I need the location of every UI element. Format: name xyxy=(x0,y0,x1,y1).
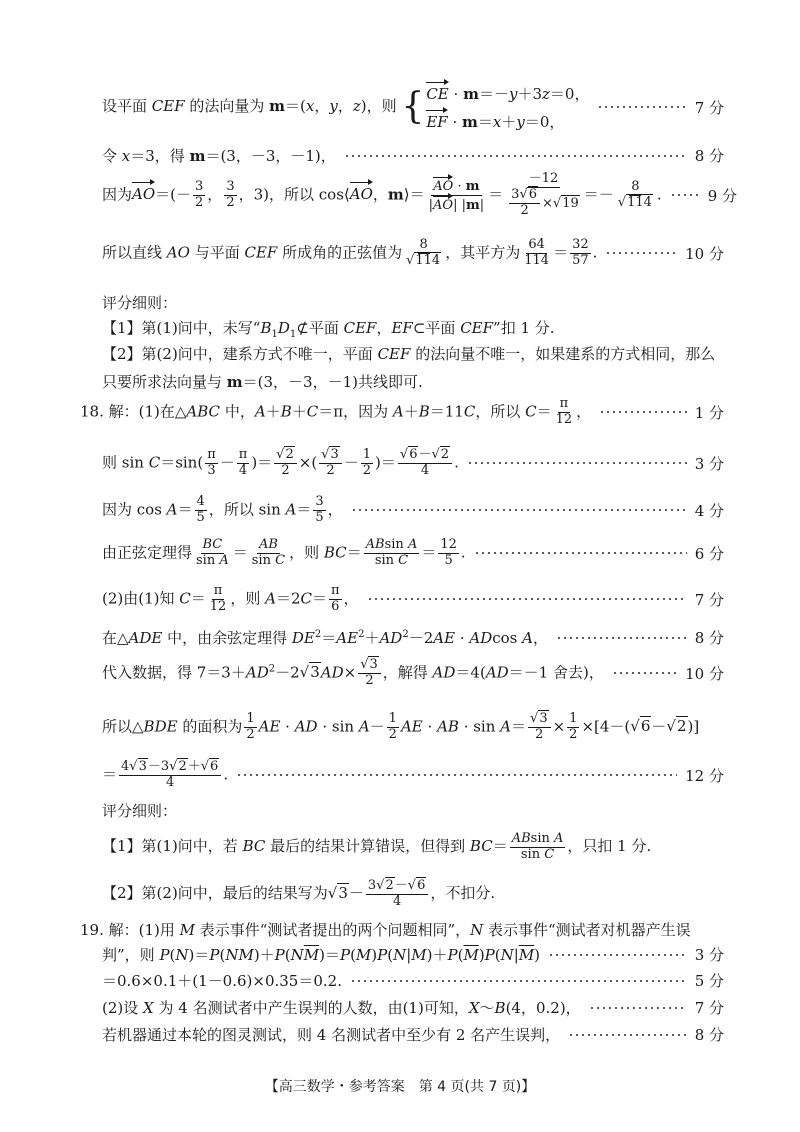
leader-dots xyxy=(597,106,686,108)
rubric-heading: 评分细则： xyxy=(102,294,178,312)
step-sine-value: 所以直线 AO 与平面 CEF 所成角的正弦值为 $\frac{8}{√114}$ ，其平方为 $\frac{64}{114}$ ＝ $\frac{32}{57}$ . 10 分 xyxy=(102,237,724,268)
leader-dots xyxy=(670,194,700,196)
score-label: 7 分 xyxy=(694,98,724,117)
leader-dots xyxy=(548,954,687,956)
score-label: 5 分 xyxy=(694,972,724,990)
p18-step-sinA: 因为 cos A＝ $\frac{4}{5}$ ，所以 sin A＝ $\frac{3}{5}$ ， 4 分 xyxy=(102,494,724,525)
p18-cosine-law: 在△ADE 中，由余弦定理得 $DE^2=AE^2+AD^2-2AE \cdot ADcos$ A， 8 分 xyxy=(102,629,724,647)
p18-step-BC: 由正弦定理得 $\frac{BC}{\text{sin A}}$ ＝ $\frac{AB}{\text{sin C}}$ ，则 BC＝ $\frac{\text{ABsin A}}{\text{sin C}}$ ＝ $\frac{12}{5}$ . 6 分 xyxy=(102,537,724,568)
leader-dots xyxy=(474,552,687,554)
leader-dots xyxy=(568,1034,687,1036)
score-label: 6 分 xyxy=(694,544,724,563)
p19-prob-formula: 判”，则 $P(N)=P(NM)+P(N\overline{M})=P(M)P(N|M)+P(\overline{M})P(N|\overline{M})$ 3 分 xyxy=(102,946,724,964)
rubric-note-1: 【1】第(1)问中，若 BC 最后的结果计算错误，但得到 BC＝ $\frac{\text{ABsin A}}{\text{sin C}}$ ，只扣 1 分. xyxy=(102,830,652,862)
rubric-note-2: 【2】第(2)问中，建系方式不唯一，平面 CEF 的法向量不唯一，如果建系的方式相同，那么只要所求法向量与 m＝(3，－3，－1)共线即可. xyxy=(102,345,716,391)
rubric-note-2: 【2】第(2)问中，最后的结果写为√3－ $\frac{3√2-√6}{4}$ ，不扣分. xyxy=(102,877,496,909)
leader-dots xyxy=(236,774,677,776)
p18-solve-AD: 代入数据，得 $7=3+AD^2-2√3AD\times$ $\frac{√3}{2}$ ，解得 AD＝4(AD＝－1 舍去)， 10 分 xyxy=(102,657,724,688)
leader-dots xyxy=(605,252,677,254)
leader-dots xyxy=(467,462,687,464)
p18-area-expression: 所以△BDE 的面积为 $\frac{1}{2}$ AE · AD · sin A－ $\frac{1}{2}$ AE · AB · sin A＝ $\frac{√3}{2}$ × $\frac{1}{2}$ ×[4－(√6－√2)] xyxy=(102,711,700,742)
score-label: 3 分 xyxy=(694,454,724,473)
score-label: 8 分 xyxy=(694,1026,724,1044)
page-footer: 【高三数学・参考答案 第 4 页(共 7 页)】 xyxy=(264,1079,536,1095)
p18-area-result: ＝ $\frac{4√3-3√2+√6}{4}$ . 12 分 xyxy=(102,759,724,790)
leader-dots xyxy=(367,598,687,600)
step-cos-ao-m: 因为AO＝(－ $\frac{3}{2}$ ， $\frac{3}{2}$ ，3)，所以 cos⟨AO，m⟩＝ $\frac{AO \cdot m}{|AO| |m|}$ ＝ －12 $\frac{3√6}{2}$ ×√19 ＝－ $\frac{8}{√114}$ . 9 分 xyxy=(102,171,737,218)
p19-part2-binomial: (2)设 X 为 4 名测试者中产生误判的人数，由(1)可知，X～B(4，0.2)， 7 分 xyxy=(102,999,724,1017)
leader-dots xyxy=(344,155,687,157)
score-label: 3 分 xyxy=(694,946,724,964)
leader-dots xyxy=(350,980,687,982)
leader-dots xyxy=(589,1007,687,1009)
score-label: 4 分 xyxy=(694,501,724,520)
step-normal-vector: 设平面 CEF 的法向量为 m＝(x，y，z)，则 { CE · m＝－y＋3z＝0， EF · m＝x＋y＝0， 7 分 xyxy=(102,82,724,132)
score-label: 7 分 xyxy=(694,590,724,609)
p19-turing-condition: 若机器通过本轮的图灵测试，则 4 名测试者中至少有 2 名产生误判， 8 分 xyxy=(102,1026,724,1044)
score-label: 12 分 xyxy=(685,766,724,785)
rubric-heading: 评分细则： xyxy=(102,802,178,820)
leader-dots xyxy=(612,672,677,674)
score-label: 10 分 xyxy=(685,244,724,263)
score-label: 10 分 xyxy=(685,664,724,683)
rubric-note-1: 【1】第(1)问中，未写“$B_1D_1⊄$平面 CEF，EF⊂平面 CEF”扣 1 分. xyxy=(102,319,555,340)
leader-dots xyxy=(556,637,687,639)
score-label: 8 分 xyxy=(694,147,724,165)
score-label: 8 分 xyxy=(694,629,724,647)
p18-step1: 18. 解：(1)在△ABC 中，A＋B＋C＝π，因为 A＋B＝11C，所以 C＝ $\frac{\pi}{12}$ ， 1 分 xyxy=(80,396,724,427)
step-let-x: 令 x＝3，得 m＝(3，－3，－1)， 8 分 xyxy=(102,147,724,165)
p19-intro: 19. 解：(1)用 M 表示事件“测试者提出的两个问题相同”，N 表示事件“测试者对机器产生误 xyxy=(80,921,691,939)
p19-prob-value: ＝0.6×0.1＋(1－0.6)×0.35＝0.2. 5 分 xyxy=(102,972,724,990)
p18-part2-A: (2)由(1)知 C＝ $\frac{\pi}{12}$ ，则 A＝2C＝ $\frac{\pi}{6}$ ， 7 分 xyxy=(102,583,724,614)
score-label: 7 分 xyxy=(694,999,724,1017)
score-label: 1 分 xyxy=(694,403,724,422)
leader-dots xyxy=(599,411,687,413)
score-label: 9 分 xyxy=(707,186,737,205)
leader-dots xyxy=(351,509,687,511)
p18-step-sinC: 则 sin C＝sin( $\frac{\pi}{3}$ － $\frac{\pi}{4}$ )＝ $\frac{√2}{2}$ ×( $\frac{√3}{2}$ － $\frac{1}{2}$ )＝ $\frac{√6-√2}{4}$ . 3 分 xyxy=(102,447,724,478)
